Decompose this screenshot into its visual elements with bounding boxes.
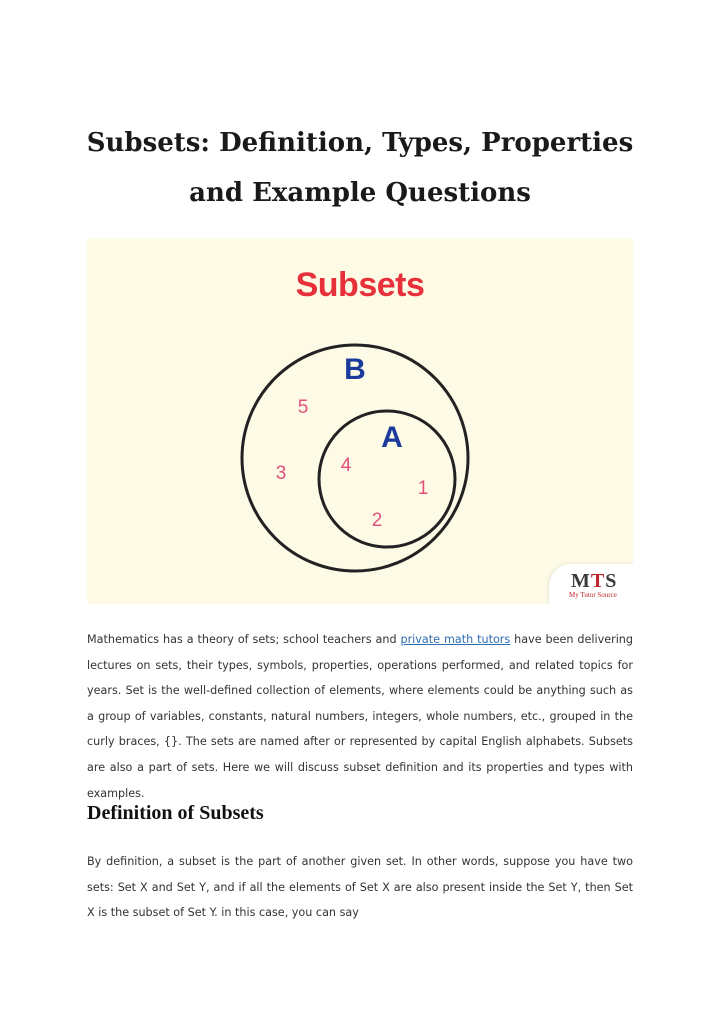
title-line-1: Subsets: Definition, Types, Properties [86,128,634,158]
venn-diagram [87,238,633,604]
logo-mark: MTS [571,570,618,592]
pen-nib-icon: T [590,570,606,592]
private-math-tutors-link[interactable]: private math tutors [400,633,511,646]
element-1: 1 [417,478,429,499]
figure-heading: Subsets [295,266,425,304]
definition-paragraph: By definition, a subset is the part of another given set. In other words, suppose you have two sets: Set X and Set Y, and if all the elements of Set X are also present inside the Set Y, then Set X is the subset of Set Y. in this case, you can say [87,855,633,920]
set-a-label: A [381,421,403,454]
page-title [60,118,660,218]
element-5: 5 [297,397,309,418]
subsets-figure [87,238,633,604]
element-2: 2 [371,510,383,531]
mts-logo [549,564,633,604]
section-heading: Definition of Subsets [87,802,264,824]
element-4: 4 [340,455,352,476]
intro-paragraph: Mathematics has a theory of sets; school teachers and private math tutors have been delivering lectures on sets, their types, symbols, properties, operations performed, and related topics for years. Set is the well-defined collection of elements, where elements could be anything such as a group of variables, constants, natural numbers, integers, whole numbers, etc., grouped in the curly braces, {}. The sets are named after or represented by capital English alphabets. Subsets are also a part of sets. Here we will discuss subset definition and its properties and types with examples. [87,633,633,800]
set-b-label: B [344,353,366,386]
element-3: 3 [275,463,287,484]
logo-text: My Tutor Source [569,591,617,599]
title-line-2: and Example Questions [189,178,531,208]
